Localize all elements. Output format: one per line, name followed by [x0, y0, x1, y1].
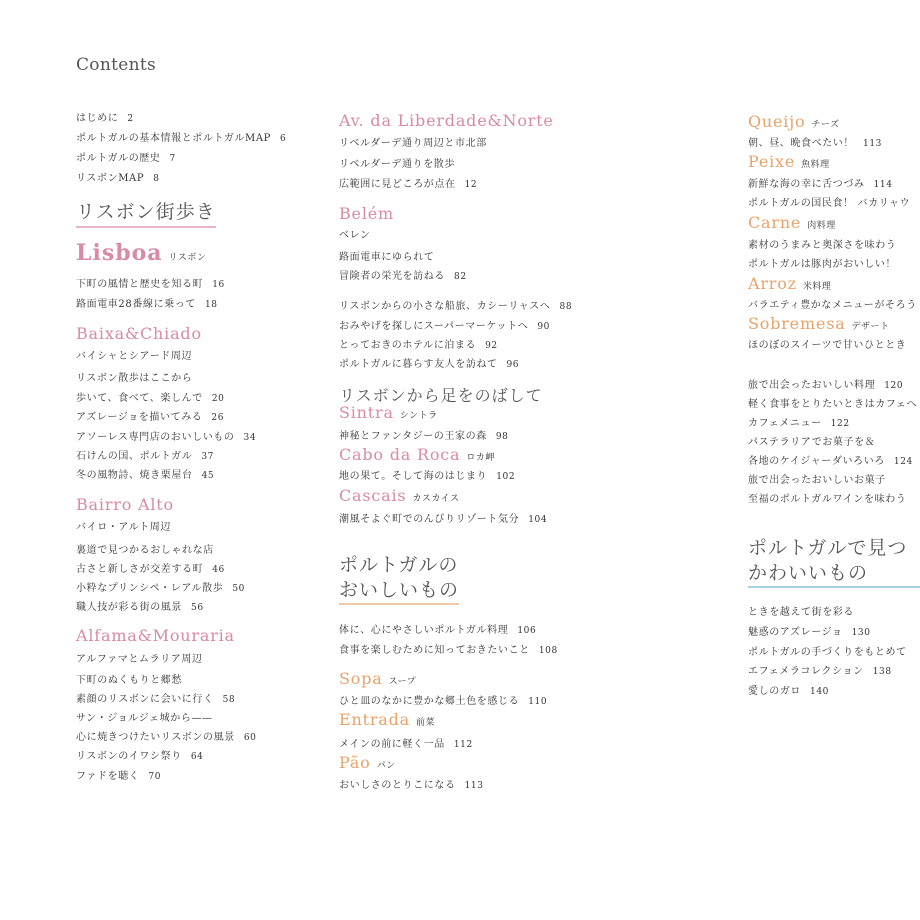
toc-entry[interactable]: 地の果て。そして海のはじまり 102	[339, 471, 516, 482]
section-title-queijo[interactable]: Queijo チーズ	[748, 112, 840, 131]
toc-entry[interactable]: 路面電車28番線に乗って 18	[76, 299, 218, 310]
toc-entry[interactable]: アズレージョを描いてみる 26	[76, 412, 225, 423]
toc-entry[interactable]: 魅惑のアズレージョ 130	[748, 627, 871, 638]
toc-entry[interactable]: 冒険者の栄光を訪ねる 82	[339, 271, 467, 282]
toc-entry[interactable]: 路面電車にゆられて	[339, 252, 435, 263]
toc-entry[interactable]: メインの前に軽く一品 112	[339, 739, 473, 750]
toc-entry[interactable]: アソーレス専門店のおいしいもの 34	[76, 432, 257, 443]
toc-entry[interactable]: リスボンMAP 8	[76, 173, 160, 184]
toc-entry[interactable]: パステラリアでお菓子を＆	[748, 437, 876, 448]
section-title-bairro-alto[interactable]: Bairro Alto	[76, 495, 174, 514]
section-title-lisboa[interactable]: Lisboa リスボン	[76, 240, 207, 266]
toc-entry[interactable]: はじめに 2	[76, 113, 134, 124]
toc-entry[interactable]: エフェメラコレクション 138	[748, 666, 892, 677]
section-subtitle: バイシャとシアード周辺	[76, 351, 193, 362]
toc-entry[interactable]: 広範囲に見どころが点在 12	[339, 179, 478, 190]
toc-entry[interactable]: 下町の風情と歴史を知る町 16	[76, 279, 225, 290]
section-heading-lisbon-walk: リスボン街歩き	[76, 200, 216, 228]
section-heading-food: ポルトガルの	[339, 554, 459, 576]
toc-entry[interactable]: 食事を楽しむために知っておきたいこと 108	[339, 645, 558, 656]
section-title-arroz[interactable]: Arroz 米料理	[748, 274, 832, 293]
toc-entry[interactable]: ポルトガルの基本情報とポルトガルMAP 6	[76, 133, 287, 144]
section-title-belem[interactable]: Belém	[339, 204, 394, 223]
toc-entry[interactable]: 小粋なプリンシペ・レアル散歩 50	[76, 583, 246, 594]
toc-entry[interactable]: ときを越えて街を彩る	[748, 607, 854, 618]
toc-entry[interactable]: 石けんの国、ポルトガル 37	[76, 451, 214, 462]
toc-entry[interactable]: 裏道で見つかるおしゃれな店	[76, 545, 214, 556]
toc-entry[interactable]: 神秘とファンタジーの王家の森 98	[339, 431, 509, 442]
toc-entry[interactable]: ポルトガルの手づくりをもとめて	[748, 647, 907, 658]
toc-entry[interactable]: とっておきのホテルに泊まる 92	[339, 340, 498, 351]
toc-entry[interactable]: 歩いて、食べて、楽しんで 20	[76, 393, 225, 404]
toc-entry[interactable]: 軽く食事をとりたいときはカフェへ	[748, 399, 918, 410]
toc-entry[interactable]: おいしさのとりこになる 113	[339, 780, 484, 791]
section-subtitle: アルファマとムラリア周辺	[76, 654, 203, 665]
toc-entry[interactable]: 素顔のリスボンに会いに行く 58	[76, 694, 236, 705]
toc-entry[interactable]: 素材のうまみと奥深さを味わう	[748, 240, 897, 251]
section-heading-cute-things-line2: かわいいもの	[748, 561, 920, 588]
toc-entry[interactable]: 体に、心にやさしいポルトガル料理 106	[339, 625, 537, 636]
section-title-sintra[interactable]: Sintra シントラ	[339, 403, 438, 422]
section-title-cascais[interactable]: Cascais カスカイス	[339, 486, 460, 505]
toc-entry[interactable]: リスボンのイワシ祭り 64	[76, 751, 204, 762]
section-title-cabo-da-roca[interactable]: Cabo da Roca ロカ岬	[339, 445, 495, 464]
section-title-peixe[interactable]: Peixe 魚料理	[748, 152, 830, 171]
toc-entry[interactable]: おみやげを探しにスーパーマーケットへ 90	[339, 321, 550, 332]
toc-entry[interactable]: ファドを聴く 70	[76, 771, 162, 782]
toc-entry[interactable]: 新鮮な海の幸に舌つづみ 114	[748, 179, 893, 190]
toc-entry[interactable]: ポルトガルに暮らす友人を訪ねて 96	[339, 359, 520, 370]
section-title-entrada[interactable]: Entrada 前菜	[339, 710, 435, 729]
toc-entry[interactable]: 冬の風物詩、焼き栗屋台 45	[76, 470, 215, 481]
section-title-alfama-mouraria[interactable]: Alfama&Mouraria	[76, 626, 235, 645]
toc-entry[interactable]: 潮風そよぐ町でのんびりリゾート気分 104	[339, 514, 548, 525]
section-title-pao[interactable]: Pão パン	[339, 753, 396, 772]
toc-entry[interactable]: ポルトガルは豚肉がおいしい！	[748, 259, 897, 270]
toc-entry[interactable]: 職人技が彩る街の風景 56	[76, 602, 204, 613]
section-title-carne[interactable]: Carne 肉料理	[748, 213, 836, 232]
toc-entry[interactable]: リスボンからの小さな船旅、カシーリャスへ 88	[339, 301, 573, 312]
section-subtitle: バイロ・アルト周辺	[76, 522, 171, 533]
toc-entry[interactable]: 旅で出会ったおいしいお菓子	[748, 475, 886, 486]
toc-entry[interactable]: 下町のぬくもりと郷愁	[76, 675, 182, 686]
page-title: Contents	[76, 55, 156, 75]
section-heading-food-line2: おいしいもの	[339, 578, 459, 605]
section-heading-cute-things: ポルトガルで見つ	[748, 537, 908, 559]
toc-entry[interactable]: 旅で出会ったおいしい料理 120	[748, 380, 904, 391]
toc-entry[interactable]: バラエティ豊かなメニューがそろう	[748, 300, 917, 311]
toc-entry[interactable]: 愛しのガロ 140	[748, 686, 829, 697]
section-subtitle: リベルダーデ通り周辺と市北部	[339, 138, 487, 149]
section-title-sobremesa[interactable]: Sobremesa デザート	[748, 314, 890, 333]
toc-entry[interactable]: サン・ジョルジェ城から——	[76, 713, 213, 724]
section-title-av-liberdade[interactable]: Av. da Liberdade&Norte	[339, 111, 554, 130]
section-title-sopa[interactable]: Sopa スープ	[339, 669, 417, 688]
toc-entry[interactable]: 心に焼きつけたいリスボンの風景 60	[76, 732, 257, 743]
section-heading-excursion: リスボンから足をのばして	[339, 386, 543, 405]
toc-entry[interactable]: リベルダーデ通りを散歩	[339, 159, 455, 170]
toc-entry[interactable]: ほのぼのスイーツで甘いひととき	[748, 340, 907, 351]
section-subtitle: ベレン	[339, 230, 371, 241]
toc-entry[interactable]: 各地のケイジャーダいろいろ 124	[748, 456, 913, 467]
toc-entry[interactable]: ポルトガルの歴史 7	[76, 153, 176, 164]
toc-entry[interactable]: 朝、昼、晩食べたい！ 113	[748, 138, 882, 149]
section-title-baixa-chiado[interactable]: Baixa&Chiado	[76, 324, 202, 343]
toc-entry[interactable]: リスボン散歩はここから	[76, 373, 193, 384]
toc-entry[interactable]: ポルトガルの国民食！ バカリャウ	[748, 198, 911, 209]
toc-entry[interactable]: 古さと新しさが交差する町 46	[76, 564, 225, 575]
toc-entry[interactable]: カフェメニュー 122	[748, 418, 850, 429]
toc-entry[interactable]: ひと皿のなかに豊かな郷土色を感じる 110	[339, 696, 548, 707]
toc-entry[interactable]: 至福のポルトガルワインを味わう	[748, 494, 907, 505]
